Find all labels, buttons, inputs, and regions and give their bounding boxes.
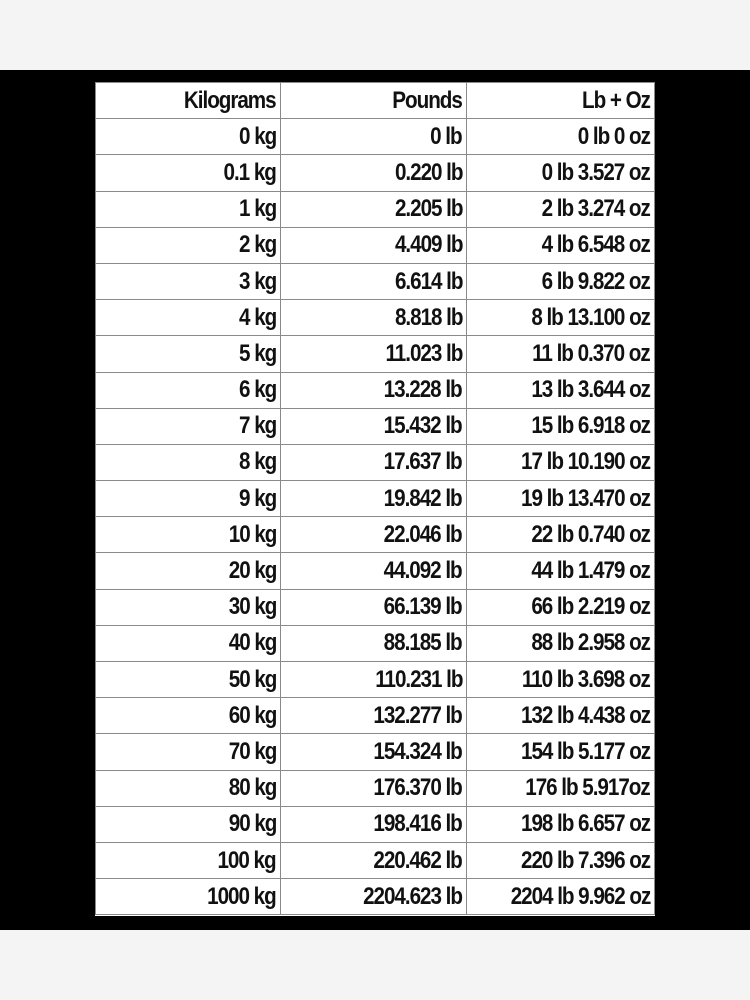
cell-kilograms: 1 kg (96, 191, 281, 227)
table-row (96, 191, 655, 227)
cell-pounds: 44.092 lb (281, 553, 467, 589)
cell-pounds: 6.614 lb (281, 263, 467, 299)
table-row (96, 842, 655, 878)
table-row (96, 481, 655, 517)
cell-lb-oz: 8 lb 13.100 oz (467, 300, 655, 336)
cell-lb-oz: 4 lb 6.548 oz (467, 227, 655, 263)
conversion-table (95, 82, 655, 915)
cell-pounds: 17.637 lb (281, 444, 467, 480)
cell-pounds: 220.462 lb (281, 842, 467, 878)
poster-frame (0, 70, 750, 930)
cell-kilograms: 7 kg (96, 408, 281, 444)
cell-pounds: 132.277 lb (281, 698, 467, 734)
cell-kilograms: 4 kg (96, 300, 281, 336)
cell-pounds: 110.231 lb (281, 662, 467, 698)
cell-lb-oz: 11 lb 0.370 oz (467, 336, 655, 372)
cell-pounds: 0.220 lb (281, 155, 467, 191)
cell-kilograms: 5 kg (96, 336, 281, 372)
table-row (96, 263, 655, 299)
cell-lb-oz: 110 lb 3.698 oz (467, 662, 655, 698)
cell-pounds: 154.324 lb (281, 734, 467, 770)
cell-kilograms: 30 kg (96, 589, 281, 625)
cell-kilograms: 90 kg (96, 806, 281, 842)
cell-lb-oz: 2 lb 3.274 oz (467, 191, 655, 227)
table-row (96, 517, 655, 553)
cell-lb-oz: 13 lb 3.644 oz (467, 372, 655, 408)
cell-lb-oz: 154 lb 5.177 oz (467, 734, 655, 770)
header-pounds: Pounds (281, 83, 467, 119)
cell-lb-oz: 6 lb 9.822 oz (467, 263, 655, 299)
cell-pounds: 88.185 lb (281, 625, 467, 661)
cell-lb-oz: 2204 lb 9.962 oz (467, 879, 655, 915)
cell-lb-oz: 66 lb 2.219 oz (467, 589, 655, 625)
cell-pounds: 0 lb (281, 119, 467, 155)
cell-pounds: 176.370 lb (281, 770, 467, 806)
cell-pounds: 19.842 lb (281, 481, 467, 517)
cell-kilograms: 2 kg (96, 227, 281, 263)
cell-pounds: 66.139 lb (281, 589, 467, 625)
cell-lb-oz: 176 lb 5.917oz (467, 770, 655, 806)
table-row (96, 698, 655, 734)
cell-kilograms: 1000 kg (96, 879, 281, 915)
cell-kilograms: 0 kg (96, 119, 281, 155)
cell-pounds: 11.023 lb (281, 336, 467, 372)
cell-pounds: 15.432 lb (281, 408, 467, 444)
cell-lb-oz: 0 lb 0 oz (467, 119, 655, 155)
cell-pounds: 198.416 lb (281, 806, 467, 842)
cell-kilograms: 40 kg (96, 625, 281, 661)
cell-lb-oz: 0 lb 3.527 oz (467, 155, 655, 191)
table-row (96, 589, 655, 625)
cell-kilograms: 100 kg (96, 842, 281, 878)
header-kilograms: Kilograms (96, 83, 281, 119)
table-body (96, 119, 655, 915)
cell-lb-oz: 88 lb 2.958 oz (467, 625, 655, 661)
cell-pounds: 13.228 lb (281, 372, 467, 408)
table-row (96, 444, 655, 480)
cell-kilograms: 6 kg (96, 372, 281, 408)
table-row (96, 336, 655, 372)
table-row (96, 734, 655, 770)
cell-lb-oz: 22 lb 0.740 oz (467, 517, 655, 553)
cell-kilograms: 50 kg (96, 662, 281, 698)
cell-lb-oz: 132 lb 4.438 oz (467, 698, 655, 734)
table-row (96, 806, 655, 842)
cell-pounds: 2.205 lb (281, 191, 467, 227)
table-row (96, 553, 655, 589)
cell-kilograms: 20 kg (96, 553, 281, 589)
cell-pounds: 22.046 lb (281, 517, 467, 553)
table-row (96, 625, 655, 661)
cell-kilograms: 0.1 kg (96, 155, 281, 191)
cell-lb-oz: 17 lb 10.190 oz (467, 444, 655, 480)
cell-pounds: 2204.623 lb (281, 879, 467, 915)
conversion-sheet (95, 82, 655, 916)
cell-kilograms: 70 kg (96, 734, 281, 770)
cell-lb-oz: 15 lb 6.918 oz (467, 408, 655, 444)
cell-kilograms: 9 kg (96, 481, 281, 517)
cell-kilograms: 10 kg (96, 517, 281, 553)
cell-lb-oz: 220 lb 7.396 oz (467, 842, 655, 878)
table-row (96, 408, 655, 444)
table-row (96, 155, 655, 191)
table-row (96, 662, 655, 698)
cell-pounds: 4.409 lb (281, 227, 467, 263)
header-row (96, 83, 655, 119)
cell-lb-oz: 19 lb 13.470 oz (467, 481, 655, 517)
cell-kilograms: 80 kg (96, 770, 281, 806)
table-row (96, 770, 655, 806)
table-row (96, 879, 655, 915)
table-row (96, 227, 655, 263)
cell-lb-oz: 44 lb 1.479 oz (467, 553, 655, 589)
table-row (96, 119, 655, 155)
cell-lb-oz: 198 lb 6.657 oz (467, 806, 655, 842)
cell-kilograms: 3 kg (96, 263, 281, 299)
table-row (96, 372, 655, 408)
cell-pounds: 8.818 lb (281, 300, 467, 336)
table-row (96, 300, 655, 336)
header-lb-oz: Lb + Oz (467, 83, 655, 119)
cell-kilograms: 8 kg (96, 444, 281, 480)
cell-kilograms: 60 kg (96, 698, 281, 734)
